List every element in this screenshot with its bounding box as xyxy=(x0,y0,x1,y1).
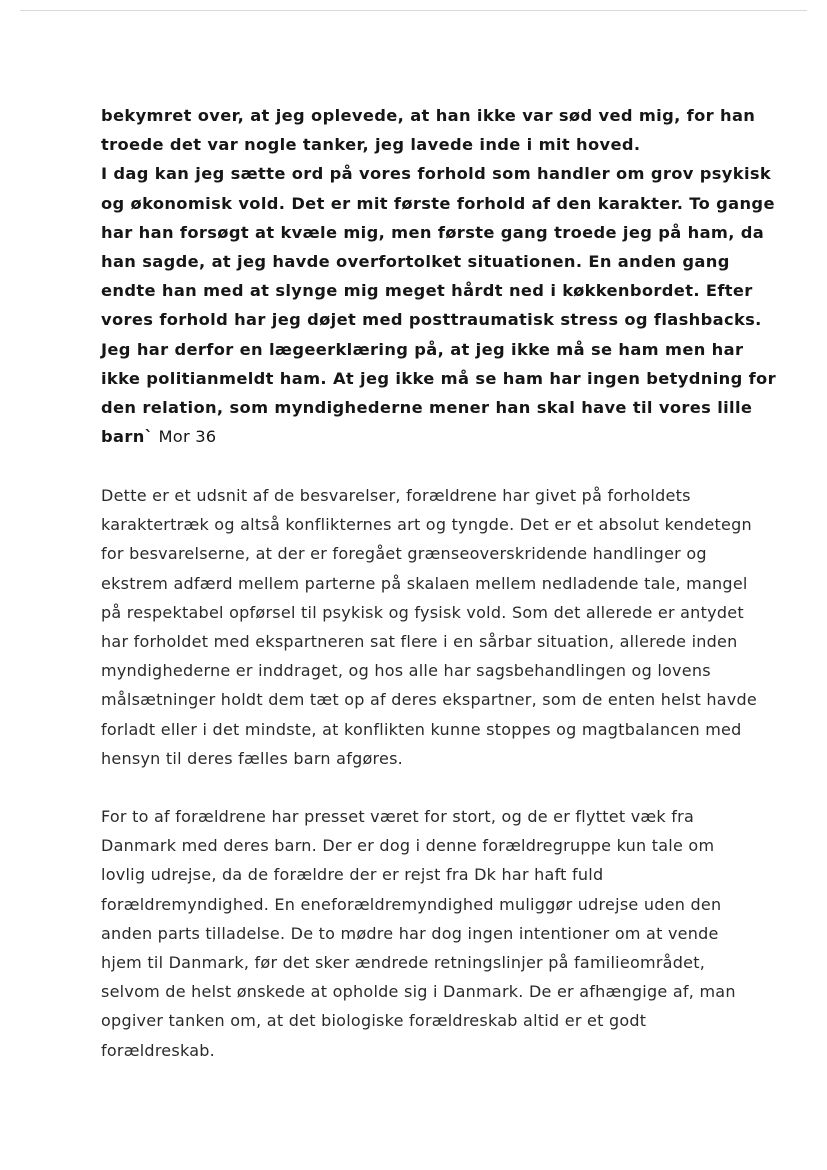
quote-line: har han forsøgt at kvæle mig, men første gang troede jeg på ham, da xyxy=(101,222,765,242)
quote-line: Jeg har derfor en lægeerklæring på, at jeg ikke må se ham men har xyxy=(101,339,744,359)
paragraph-line: karaktertræk og altså konflikternes art og tyngde. Det er et absolut kendetegn xyxy=(101,515,752,535)
quote-line: ikke politianmeldt ham. At jeg ikke må se ham har ingen betydning for xyxy=(101,368,776,388)
paragraph-line: Danmark med deres barn. Der er dog i denne forældregruppe kun tale om xyxy=(101,836,715,856)
quote-line: bekymret over, at jeg oplevede, at han ikke var sød ved mig, for han xyxy=(101,106,756,125)
quote-line: vores forhold har jeg døjet med posttraumatisk stress og flashbacks. xyxy=(101,310,762,330)
paragraph-line: hensyn til deres fælles barn afgøres. xyxy=(101,748,404,768)
paragraph-line: selvom de helst ønskede at opholde sig i Danmark. De er afhængige af, man xyxy=(101,982,736,1002)
paragraph-line: For to af forældrene har presset været for stort, og de er flyttet væk fra xyxy=(101,807,695,826)
paragraph-line: for besvarelserne, at der er foregået grænseoverskridende handlinger og xyxy=(101,544,707,564)
quote-line: han sagde, at jeg havde overfortolket situationen. En anden gang xyxy=(101,252,730,272)
quote-line: troede det var nogle tanker, jeg lavede inde i mit hoved. xyxy=(101,135,641,155)
paragraph-line: Dette er et udsnit af de besvarelser, forældrene har givet på forholdets xyxy=(101,486,691,505)
quote-line: og økonomisk vold. Det er mit første forhold af den karakter. To gange xyxy=(101,193,775,213)
paragraph-line: forældremyndighed. En eneforældremyndighed muliggør udrejse uden den xyxy=(101,894,722,914)
quote-line: I dag kan jeg sætte ord på vores forhold som handler om grov psykisk xyxy=(101,164,772,184)
paragraph-line: ekstrem adfærd mellem parterne på skalaen mellem nedladende tale, mangel xyxy=(101,573,748,593)
scan-edge-line xyxy=(20,10,807,11)
quote-last-line xyxy=(101,422,761,451)
paragraph-line: myndighederne er inddraget, og hos alle har sagsbehandlingen og lovens xyxy=(101,661,711,681)
quote-line: barn` xyxy=(101,427,154,447)
paragraph-line: forladt eller i det mindste, at konflikten kunne stoppes og magtbalancen med xyxy=(101,719,742,739)
paragraph-line: hjem til Danmark, før det sker ændrede retningslinjer på familieområdet, xyxy=(101,953,706,973)
paragraph-line: anden parts tilladelse. De to mødre har dog ingen intentioner om at vende xyxy=(101,923,719,943)
quote-line: den relation, som myndighederne mener han skal have til vores lille xyxy=(101,398,753,418)
paragraph-line: lovlig udrejse, da de forældre der er rejst fra Dk har haft fuld xyxy=(101,865,604,885)
paragraph-line: målsætninger holdt dem tæt op af deres ekspartner, som de enten helst havde xyxy=(101,690,757,710)
interview-quote xyxy=(101,101,776,451)
paragraph-line: på respektabel opførsel til psykisk og fysisk vold. Som det allerede er antydet xyxy=(101,602,744,622)
paragraph-line: forældreskab. xyxy=(101,1040,215,1060)
paragraph-line: opgiver tanken om, at det biologiske forældreskab altid er et godt xyxy=(101,1011,647,1031)
quote-attribution: Mor 36 xyxy=(153,427,217,447)
quote-line: endte han med at slynge mig meget hårdt ned i køkkenbordet. Efter xyxy=(101,281,753,301)
paragraph-line: har forholdet med ekspartneren sat flere i en sårbar situation, allerede inden xyxy=(101,632,738,652)
body-paragraph-1 xyxy=(101,481,761,773)
body-paragraph-2 xyxy=(101,802,761,1065)
